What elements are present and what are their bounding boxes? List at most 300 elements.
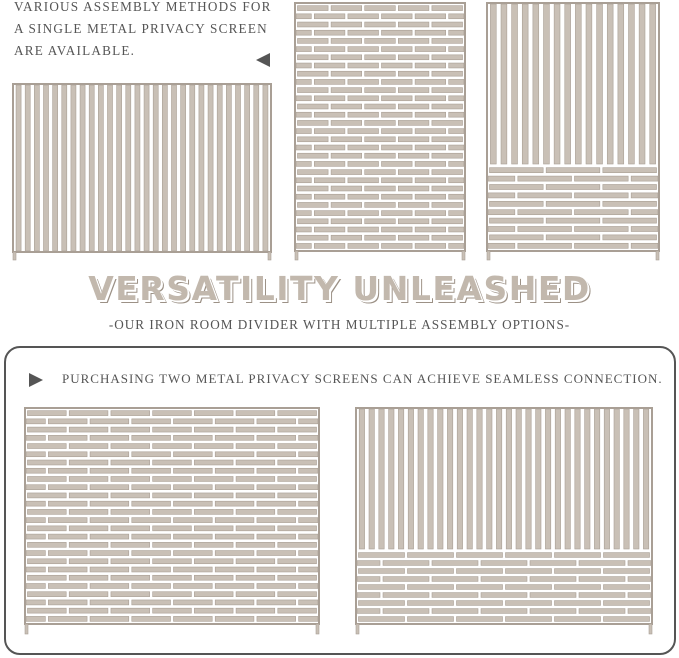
horizontal-slat bbox=[579, 577, 625, 582]
horizontal-slat bbox=[194, 493, 233, 498]
horizontal-slat bbox=[314, 30, 345, 35]
caption-line-2: A SINGLE METAL PRIVACY SCREEN bbox=[14, 21, 268, 36]
horizontal-slat bbox=[555, 585, 601, 590]
horizontal-slat bbox=[215, 551, 254, 556]
vertical-slat bbox=[171, 85, 176, 251]
horizontal-slat bbox=[28, 608, 67, 613]
horizontal-slat bbox=[383, 609, 429, 614]
horizontal-slat bbox=[153, 427, 192, 432]
horizontal-slat bbox=[357, 577, 380, 582]
horizontal-slat bbox=[28, 592, 67, 597]
horizontal-slat bbox=[28, 575, 67, 580]
horizontal-slat bbox=[90, 551, 129, 556]
horizontal-slat bbox=[26, 468, 45, 473]
horizontal-slat bbox=[257, 583, 296, 588]
vertical-slat bbox=[25, 85, 30, 251]
horizontal-slat bbox=[415, 63, 446, 68]
horizontal-slat bbox=[299, 567, 318, 572]
connection-note: PURCHASING TWO METAL PRIVACY SCREENS CAN ACHIEVE SEAMLESS CONNECTION. bbox=[62, 371, 663, 386]
horizontal-slat bbox=[518, 243, 572, 248]
horizontal-slat bbox=[348, 129, 379, 134]
horizontal-slat bbox=[194, 592, 233, 597]
horizontal-slat bbox=[398, 71, 429, 76]
horizontal-slat bbox=[111, 460, 150, 465]
horizontal-slat bbox=[278, 427, 317, 432]
horizontal-slat bbox=[28, 460, 67, 465]
panel-foot bbox=[268, 252, 271, 260]
horizontal-slat bbox=[348, 227, 379, 232]
horizontal-slat bbox=[383, 577, 429, 582]
vertical-slat bbox=[457, 409, 462, 549]
vertical-slat bbox=[16, 85, 21, 251]
horizontal-slat bbox=[194, 476, 233, 481]
vertical-slat bbox=[607, 4, 613, 164]
horizontal-slat bbox=[296, 47, 311, 52]
vertical-slat bbox=[263, 85, 268, 251]
screen-horizontal-slats bbox=[294, 2, 466, 262]
horizontal-slat bbox=[26, 419, 45, 424]
horizontal-slat bbox=[215, 567, 254, 572]
vertical-slat bbox=[53, 85, 58, 251]
horizontal-slat bbox=[215, 485, 254, 490]
horizontal-slat bbox=[382, 129, 413, 134]
horizontal-slat bbox=[257, 567, 296, 572]
horizontal-slat bbox=[631, 243, 658, 248]
horizontal-slat bbox=[365, 186, 396, 191]
horizontal-slat bbox=[48, 468, 87, 473]
vertical-slat bbox=[117, 85, 122, 251]
horizontal-slat bbox=[481, 561, 527, 566]
horizontal-slat bbox=[488, 243, 515, 248]
horizontal-slat bbox=[26, 485, 45, 490]
horizontal-slat bbox=[174, 567, 213, 572]
horizontal-slat bbox=[449, 243, 464, 248]
horizontal-slat bbox=[449, 211, 464, 216]
horizontal-slat bbox=[488, 193, 515, 198]
horizontal-slat bbox=[48, 419, 87, 424]
horizontal-slat bbox=[90, 616, 129, 621]
horizontal-slat bbox=[415, 211, 446, 216]
horizontal-slat bbox=[357, 609, 380, 614]
horizontal-slat bbox=[69, 608, 108, 613]
horizontal-slat bbox=[296, 227, 311, 232]
horizontal-slat bbox=[359, 585, 405, 590]
horizontal-slat bbox=[490, 235, 544, 240]
vertical-slat bbox=[245, 85, 250, 251]
horizontal-slat bbox=[296, 96, 311, 101]
horizontal-slat bbox=[236, 460, 275, 465]
horizontal-slat bbox=[26, 435, 45, 440]
horizontal-slat bbox=[415, 14, 446, 19]
vertical-slat bbox=[597, 4, 603, 164]
vertical-slat bbox=[516, 409, 521, 549]
horizontal-slat bbox=[257, 616, 296, 621]
horizontal-slat bbox=[398, 170, 429, 175]
horizontal-slat bbox=[299, 551, 318, 556]
vertical-slat bbox=[506, 409, 511, 549]
horizontal-slat bbox=[398, 104, 429, 109]
horizontal-slat bbox=[296, 79, 311, 84]
horizontal-slat bbox=[236, 493, 275, 498]
horizontal-slat bbox=[415, 96, 446, 101]
horizontal-slat bbox=[449, 30, 464, 35]
horizontal-slat bbox=[153, 559, 192, 564]
horizontal-slat bbox=[603, 235, 657, 240]
horizontal-slat bbox=[348, 14, 379, 19]
horizontal-slat bbox=[257, 452, 296, 457]
horizontal-slat bbox=[26, 501, 45, 506]
horizontal-slat bbox=[69, 592, 108, 597]
horizontal-slat bbox=[490, 184, 544, 189]
horizontal-slat bbox=[415, 112, 446, 117]
vertical-slat bbox=[586, 4, 592, 164]
horizontal-slat bbox=[449, 79, 464, 84]
horizontal-slat bbox=[449, 129, 464, 134]
horizontal-slat bbox=[382, 47, 413, 52]
panel-foot bbox=[487, 251, 490, 260]
horizontal-slat bbox=[408, 585, 454, 590]
horizontal-slat bbox=[604, 601, 650, 606]
horizontal-slat bbox=[365, 120, 396, 125]
horizontal-slat bbox=[555, 601, 601, 606]
horizontal-slat bbox=[348, 145, 379, 150]
horizontal-slat bbox=[415, 194, 446, 199]
horizontal-slat bbox=[348, 161, 379, 166]
horizontal-slat bbox=[398, 38, 429, 43]
horizontal-slat bbox=[348, 96, 379, 101]
horizontal-slat bbox=[481, 593, 527, 598]
horizontal-slat bbox=[449, 47, 464, 52]
horizontal-slat bbox=[236, 559, 275, 564]
horizontal-slat bbox=[432, 71, 463, 76]
horizontal-slat bbox=[194, 608, 233, 613]
horizontal-slat bbox=[257, 534, 296, 539]
horizontal-slat bbox=[111, 476, 150, 481]
horizontal-slat bbox=[518, 210, 572, 215]
horizontal-slat bbox=[398, 6, 429, 11]
vertical-slat bbox=[254, 85, 259, 251]
horizontal-slat bbox=[546, 184, 600, 189]
horizontal-slat bbox=[194, 542, 233, 547]
horizontal-slat bbox=[278, 559, 317, 564]
horizontal-slat bbox=[299, 616, 318, 621]
horizontal-slat bbox=[299, 534, 318, 539]
horizontal-slat bbox=[314, 227, 345, 232]
vertical-slat bbox=[162, 85, 167, 251]
horizontal-slat bbox=[132, 452, 171, 457]
horizontal-slat bbox=[132, 600, 171, 605]
vertical-slat bbox=[408, 409, 413, 549]
horizontal-slat bbox=[365, 88, 396, 93]
horizontal-slat bbox=[299, 452, 318, 457]
horizontal-slat bbox=[132, 501, 171, 506]
horizontal-slat bbox=[299, 600, 318, 605]
horizontal-slat bbox=[48, 501, 87, 506]
horizontal-slat bbox=[365, 153, 396, 158]
horizontal-slat bbox=[331, 6, 362, 11]
panel-foot bbox=[25, 624, 28, 634]
horizontal-slat bbox=[298, 120, 329, 125]
horizontal-slat bbox=[153, 592, 192, 597]
horizontal-slat bbox=[415, 30, 446, 35]
horizontal-slat bbox=[236, 444, 275, 449]
vertical-slat bbox=[190, 85, 195, 251]
horizontal-slat bbox=[48, 485, 87, 490]
horizontal-slat bbox=[449, 14, 464, 19]
vertical-slat bbox=[235, 85, 240, 251]
horizontal-slat bbox=[331, 153, 362, 158]
horizontal-slat bbox=[153, 608, 192, 613]
horizontal-slat bbox=[26, 616, 45, 621]
horizontal-slat bbox=[215, 419, 254, 424]
horizontal-slat bbox=[432, 38, 463, 43]
horizontal-slat bbox=[298, 219, 329, 224]
horizontal-slat bbox=[331, 137, 362, 142]
horizontal-slat bbox=[415, 161, 446, 166]
horizontal-slat bbox=[530, 609, 576, 614]
horizontal-slat bbox=[26, 583, 45, 588]
horizontal-slat bbox=[69, 509, 108, 514]
horizontal-slat bbox=[153, 542, 192, 547]
horizontal-slat bbox=[111, 444, 150, 449]
horizontal-slat bbox=[90, 419, 129, 424]
vertical-slat bbox=[226, 85, 231, 251]
vertical-slat bbox=[501, 4, 507, 164]
horizontal-slat bbox=[236, 542, 275, 547]
horizontal-slat bbox=[415, 178, 446, 183]
horizontal-slat bbox=[530, 577, 576, 582]
horizontal-slat bbox=[48, 583, 87, 588]
horizontal-slat bbox=[90, 583, 129, 588]
vertical-slat bbox=[487, 409, 492, 549]
horizontal-slat bbox=[194, 444, 233, 449]
horizontal-slat bbox=[111, 509, 150, 514]
horizontal-slat bbox=[26, 452, 45, 457]
horizontal-slat bbox=[296, 14, 311, 19]
horizontal-slat bbox=[48, 616, 87, 621]
vertical-slat bbox=[544, 4, 550, 164]
panel-frame bbox=[13, 84, 271, 252]
horizontal-slat bbox=[398, 153, 429, 158]
horizontal-slat bbox=[194, 526, 233, 531]
horizontal-slat bbox=[382, 211, 413, 216]
horizontal-slat bbox=[298, 55, 329, 60]
horizontal-slat bbox=[132, 419, 171, 424]
horizontal-slat bbox=[382, 161, 413, 166]
horizontal-slat bbox=[153, 460, 192, 465]
horizontal-slat bbox=[432, 593, 478, 598]
horizontal-slat bbox=[174, 501, 213, 506]
vertical-slat bbox=[618, 4, 624, 164]
vertical-slat bbox=[447, 409, 452, 549]
horizontal-slat bbox=[331, 88, 362, 93]
horizontal-slat bbox=[296, 178, 311, 183]
horizontal-slat bbox=[299, 501, 318, 506]
horizontal-slat bbox=[518, 176, 572, 181]
horizontal-slat bbox=[69, 526, 108, 531]
horizontal-slat bbox=[48, 518, 87, 523]
horizontal-slat bbox=[69, 460, 108, 465]
panel-foot bbox=[13, 252, 16, 260]
vertical-slat bbox=[575, 4, 581, 164]
connected-screens-horizontal bbox=[24, 407, 320, 637]
horizontal-slat bbox=[415, 145, 446, 150]
horizontal-slat bbox=[111, 608, 150, 613]
horizontal-slat bbox=[575, 210, 629, 215]
horizontal-slat bbox=[365, 104, 396, 109]
horizontal-slat bbox=[174, 419, 213, 424]
horizontal-slat bbox=[314, 63, 345, 68]
horizontal-slat bbox=[48, 452, 87, 457]
horizontal-slat bbox=[278, 592, 317, 597]
vertical-slat bbox=[217, 85, 222, 251]
vertical-slat bbox=[533, 4, 539, 164]
horizontal-slat bbox=[530, 561, 576, 566]
horizontal-slat bbox=[348, 30, 379, 35]
horizontal-slat bbox=[153, 526, 192, 531]
horizontal-slat bbox=[153, 493, 192, 498]
horizontal-slat bbox=[69, 493, 108, 498]
horizontal-slat bbox=[132, 583, 171, 588]
horizontal-slat bbox=[236, 476, 275, 481]
horizontal-slat bbox=[236, 411, 275, 416]
horizontal-slat bbox=[314, 145, 345, 150]
horizontal-slat bbox=[398, 88, 429, 93]
vertical-slat bbox=[153, 85, 158, 251]
horizontal-slat bbox=[575, 243, 629, 248]
horizontal-slat bbox=[278, 460, 317, 465]
vertical-slat bbox=[199, 85, 204, 251]
horizontal-slat bbox=[432, 609, 478, 614]
horizontal-slat bbox=[359, 553, 405, 558]
horizontal-slat bbox=[298, 202, 329, 207]
vertical-slat bbox=[650, 4, 656, 164]
horizontal-slat bbox=[296, 161, 311, 166]
horizontal-slat bbox=[296, 243, 311, 248]
vertical-slat bbox=[89, 85, 94, 251]
horizontal-slat bbox=[432, 104, 463, 109]
horizontal-slat bbox=[48, 551, 87, 556]
screen-vertical-slats bbox=[12, 83, 272, 261]
horizontal-slat bbox=[278, 526, 317, 531]
horizontal-slat bbox=[359, 569, 405, 574]
horizontal-slat bbox=[174, 616, 213, 621]
horizontal-slat bbox=[331, 71, 362, 76]
horizontal-slat bbox=[382, 30, 413, 35]
horizontal-slat bbox=[215, 452, 254, 457]
vertical-slat bbox=[554, 4, 560, 164]
horizontal-slat bbox=[604, 585, 650, 590]
horizontal-slat bbox=[555, 553, 601, 558]
horizontal-slat bbox=[575, 176, 629, 181]
horizontal-slat bbox=[153, 575, 192, 580]
horizontal-slat bbox=[518, 193, 572, 198]
vertical-slat bbox=[389, 409, 394, 549]
horizontal-slat bbox=[48, 534, 87, 539]
horizontal-slat bbox=[215, 518, 254, 523]
horizontal-slat bbox=[174, 468, 213, 473]
horizontal-slat bbox=[296, 211, 311, 216]
horizontal-slat bbox=[457, 585, 503, 590]
horizontal-slat bbox=[194, 509, 233, 514]
horizontal-slat bbox=[449, 194, 464, 199]
horizontal-slat bbox=[408, 569, 454, 574]
horizontal-slat bbox=[415, 79, 446, 84]
horizontal-slat bbox=[111, 411, 150, 416]
horizontal-slat bbox=[90, 501, 129, 506]
horizontal-slat bbox=[174, 435, 213, 440]
horizontal-slat bbox=[111, 542, 150, 547]
vertical-slat bbox=[555, 409, 560, 549]
horizontal-slat bbox=[408, 553, 454, 558]
horizontal-slat bbox=[331, 170, 362, 175]
horizontal-slat bbox=[382, 79, 413, 84]
vertical-slat bbox=[565, 4, 571, 164]
horizontal-slat bbox=[132, 616, 171, 621]
horizontal-slat bbox=[278, 411, 317, 416]
horizontal-slat bbox=[518, 226, 572, 231]
vertical-slat bbox=[594, 409, 599, 549]
vertical-slat bbox=[208, 85, 213, 251]
horizontal-slat bbox=[236, 526, 275, 531]
horizontal-slat bbox=[481, 609, 527, 614]
horizontal-slat bbox=[506, 553, 552, 558]
vertical-slat bbox=[428, 409, 433, 549]
horizontal-slat bbox=[604, 617, 650, 622]
horizontal-slat bbox=[628, 577, 651, 582]
horizontal-slat bbox=[365, 71, 396, 76]
panel-foot bbox=[316, 624, 319, 634]
panel-foot bbox=[462, 251, 465, 260]
panel-foot bbox=[649, 624, 652, 634]
horizontal-slat bbox=[488, 210, 515, 215]
horizontal-slat bbox=[432, 235, 463, 240]
horizontal-slat bbox=[278, 509, 317, 514]
horizontal-slat bbox=[257, 468, 296, 473]
horizontal-slat bbox=[236, 608, 275, 613]
horizontal-slat bbox=[348, 194, 379, 199]
horizontal-slat bbox=[398, 235, 429, 240]
horizontal-slat bbox=[449, 96, 464, 101]
horizontal-slat bbox=[90, 534, 129, 539]
horizontal-slat bbox=[132, 518, 171, 523]
horizontal-slat bbox=[215, 501, 254, 506]
vertical-slat bbox=[418, 409, 423, 549]
panel-foot bbox=[356, 624, 359, 634]
horizontal-slat bbox=[449, 227, 464, 232]
horizontal-slat bbox=[365, 6, 396, 11]
horizontal-slat bbox=[299, 419, 318, 424]
horizontal-slat bbox=[348, 178, 379, 183]
horizontal-slat bbox=[415, 129, 446, 134]
horizontal-slat bbox=[174, 583, 213, 588]
vertical-slat bbox=[181, 85, 186, 251]
horizontal-slat bbox=[296, 63, 311, 68]
horizontal-slat bbox=[449, 178, 464, 183]
horizontal-slat bbox=[111, 592, 150, 597]
horizontal-slat bbox=[215, 600, 254, 605]
horizontal-slat bbox=[28, 559, 67, 564]
horizontal-slat bbox=[236, 575, 275, 580]
horizontal-slat bbox=[153, 444, 192, 449]
horizontal-slat bbox=[314, 161, 345, 166]
horizontal-slat bbox=[278, 575, 317, 580]
horizontal-slat bbox=[111, 575, 150, 580]
horizontal-slat bbox=[555, 617, 601, 622]
horizontal-slat bbox=[579, 561, 625, 566]
vertical-slat bbox=[496, 409, 501, 549]
horizontal-slat bbox=[90, 600, 129, 605]
